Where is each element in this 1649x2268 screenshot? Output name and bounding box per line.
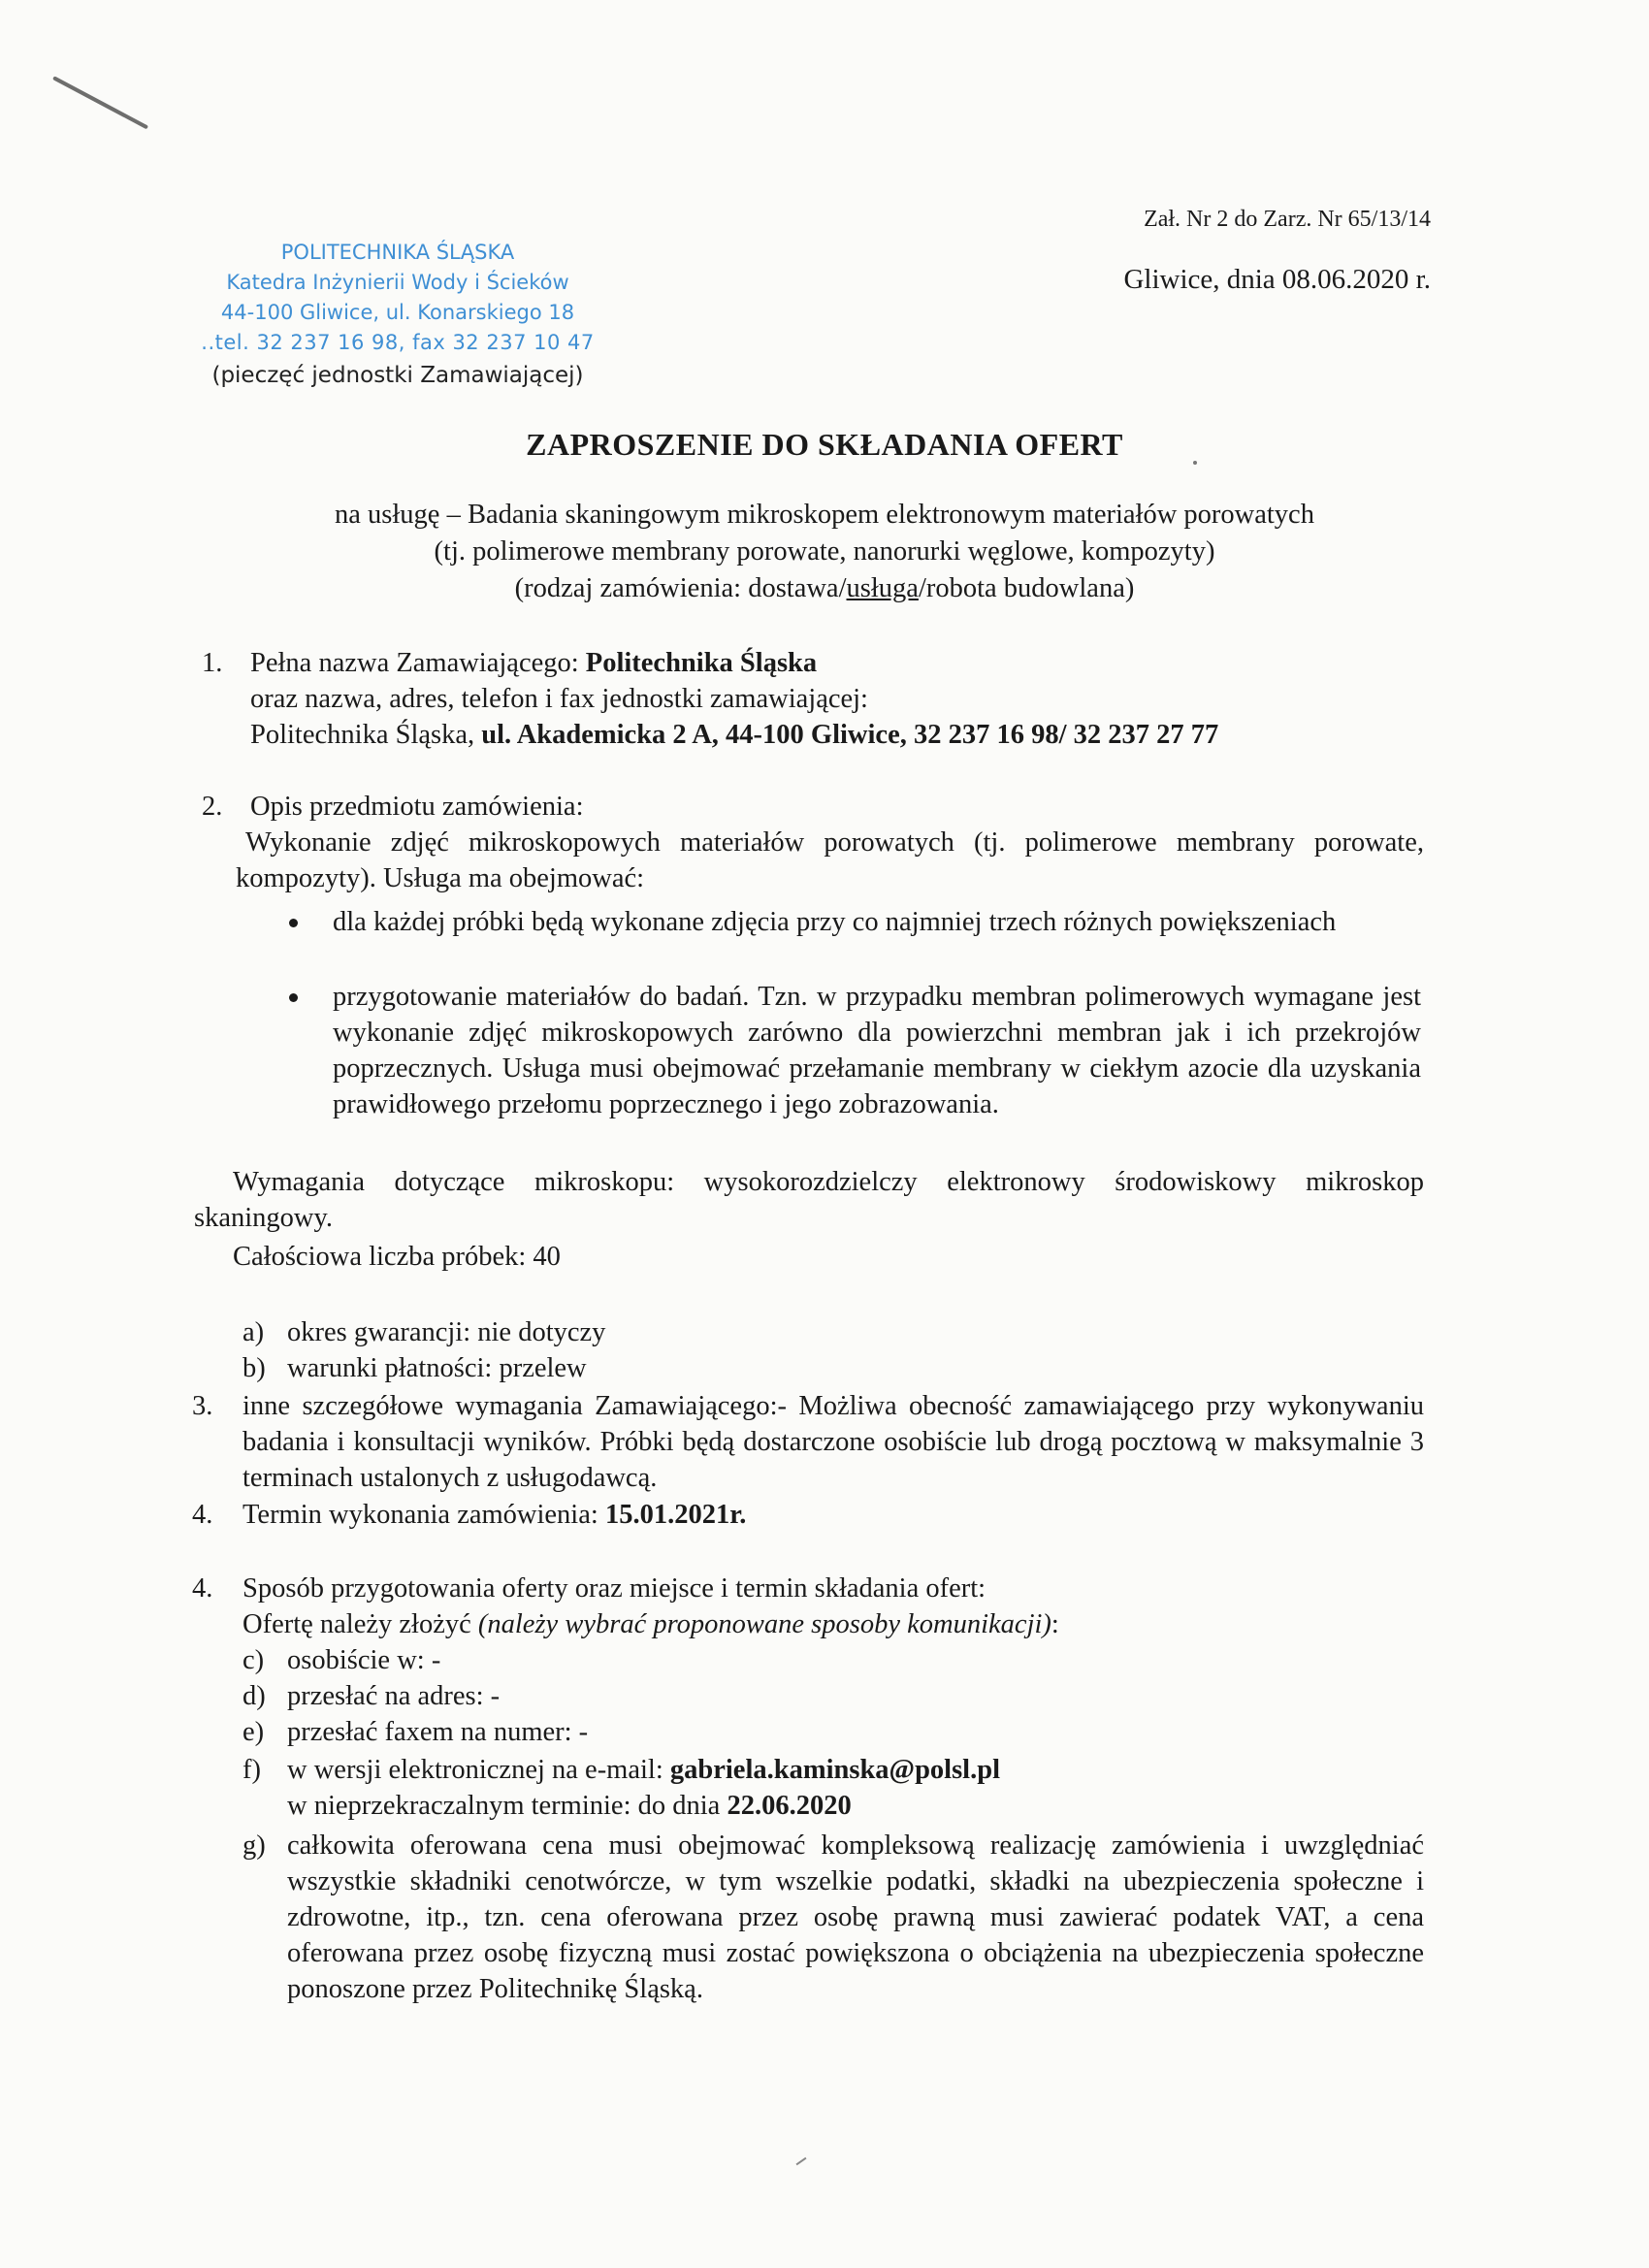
section-1-line-3-pre: Politechnika Śląska,: [250, 720, 482, 750]
section-4b-heading: Sposób przygotowania oferty oraz miejsce i termin składania ofert:: [242, 1573, 986, 1604]
speck-mark: [1193, 461, 1197, 465]
item-f-line-2: [287, 1788, 1403, 1824]
section-4b-instruction: [242, 1606, 1406, 1642]
section-1: [250, 645, 1443, 753]
bullet-item-1: dla każdej próbki będą wykonane zdjęcia przy co najmniej trzech różnych powiększeniach: [333, 907, 1337, 937]
item-a-letter: a): [242, 1317, 265, 1347]
microscope-requirements: Wymagania dotyczące mikroskopu: wysokorozdzielczy elektronowy środowiskowy mikroskop skaningowy.: [194, 1167, 1424, 1233]
item-c-text: osobiście w: -: [287, 1645, 441, 1675]
item-f-text: [287, 1752, 1403, 1824]
subtitle-line-3-underlined: usługa: [846, 573, 919, 603]
section-2-heading: Opis przedmiotu zamówienia:: [250, 792, 584, 822]
document-title: ZAPROSZENIE DO SKŁADANIA OFERT: [526, 427, 1123, 462]
bullet-item-2: przygotowanie materiałów do badań. Tzn. w przypadku membran polimerowych wymagane jest wykonanie zdjęć mikroskopowych zarówno dla powierzchni membran jak i ich przekrojów poprzecznych. Usługa musi obejmować przełamanie membrany w ciekłym azocie dla uzyskania prawidłowego przełomu poprzecznego i jego zobrazowania.: [333, 982, 1421, 1119]
section-4a-label: Termin wykonania zamówienia:: [242, 1500, 605, 1530]
section-1-line-2: oraz nazwa, adres, telefon i fax jednostki zamawiającej:: [250, 684, 868, 714]
section-3-text: inne szczegółowe wymagania Zamawiającego:- Możliwa obecność zamawiającego przy wykonywaniu badania i konsultacji wyników. Próbki będą dostarczone osobiście lub drogą pocztową w maksymalnie 3 terminach ustalonych z usługodawcą.: [242, 1391, 1424, 1493]
subtitle-line-1: na usługę – Badania skaningowym mikroskopem elektronowym materiałów porowatych: [335, 500, 1314, 530]
item-g-text: całkowita oferowana cena musi obejmować kompleksową realizację zamówienia i uwzględniać wszystkie składniki cenotwórcze, w tym wszelkie podatki, składki na ubezpieczenia społeczne i zdrowotne, itp., tzn. cena oferowana przez osobę prawną musi zawierać podatek VAT, a cena oferowana przez osobę fizyczną musi zostać powiększona o obciążenia na ubezpieczenia społeczne ponoszone przez Politechnikę Śląską.: [287, 1831, 1424, 2004]
item-f-pre: w wersji elektronicznej na e-mail:: [287, 1755, 670, 1785]
subtitle-line-3-pre: (rodzaj zamówienia: dostawa/: [514, 573, 847, 603]
item-f-deadline-pre: w nieprzekraczalnym terminie: do dnia: [287, 1791, 728, 1821]
section-4b-instruction-post: :: [1051, 1609, 1059, 1639]
section-2-number: 2.: [202, 792, 223, 822]
item-d-text: przesłać na adres: -: [287, 1681, 501, 1711]
section-1-address: ul. Akademicka 2 A, 44-100 Gliwice, 32 237 16 98/ 32 237 27 77: [481, 720, 1219, 750]
item-f-letter: f): [242, 1755, 261, 1785]
item-b-letter: b): [242, 1353, 266, 1383]
item-c-letter: c): [242, 1645, 265, 1675]
bullet-dot-2: [289, 993, 298, 1002]
section-4b-number: 4.: [192, 1573, 213, 1604]
stamp-line-1: POLITECHNIKA ŚLĄSKA: [280, 241, 515, 264]
bullet-dot-1: [289, 919, 298, 927]
subtitle-line-2: (tj. polimerowe membrany porowate, nanorurki węglowe, kompozyty): [434, 536, 1215, 567]
document-date: Gliwice, dnia 08.06.2020 r.: [1123, 264, 1431, 295]
stamp-line-3: 44-100 Gliwice, ul. Konarskiego 18: [220, 301, 575, 324]
section-4a-text: [242, 1497, 1406, 1533]
institution-stamp: [194, 238, 601, 392]
item-f-line-1: [287, 1752, 1403, 1788]
stamp-line-2: Katedra Inżynierii Wody i Ścieków: [226, 271, 569, 294]
section-4a-date: 15.01.2021r.: [604, 1500, 747, 1530]
stamp-line-4: ..tel. 32 237 16 98, fax 32 237 10 47: [201, 331, 595, 354]
section-1-line-3: [250, 717, 1443, 753]
pen-tick: [796, 2157, 807, 2166]
section-4b-instruction-italic: (należy wybrać proponowane sposoby komunikacji): [477, 1609, 1051, 1639]
item-g-letter: g): [242, 1831, 266, 1861]
section-1-label: Pełna nazwa Zamawiającego:: [250, 648, 586, 678]
section-1-line-1: [250, 645, 1443, 681]
stamp-label: (pieczęć jednostki Zamawiającej): [211, 363, 584, 388]
subtitle-line-3: [0, 570, 1649, 607]
item-a-text: okres gwarancji: nie dotyczy: [287, 1317, 606, 1347]
section-1-number: 1.: [202, 648, 223, 678]
section-4a-number: 4.: [192, 1500, 213, 1530]
section-1-name: Politechnika Śląska: [585, 648, 818, 678]
item-d-letter: d): [242, 1681, 266, 1711]
pen-mark: [52, 76, 148, 129]
item-e-letter: e): [242, 1717, 265, 1747]
deadline-date: 22.06.2020: [727, 1791, 852, 1821]
document-subtitle: [0, 497, 1649, 607]
contact-email: gabriela.kaminska@polsl.pl: [669, 1755, 1000, 1785]
attachment-note: Zał. Nr 2 do Zarz. Nr 65/13/14: [1144, 207, 1431, 232]
sample-count: Całościowa liczba próbek: 40: [233, 1242, 561, 1272]
item-e-text: przesłać faxem na numer: -: [287, 1717, 589, 1747]
section-4b-instruction-pre: Ofertę należy złożyć: [242, 1609, 478, 1639]
subtitle-line-3-post: /robota budowlana): [918, 573, 1135, 603]
section-2-paragraph: Wykonanie zdjęć mikroskopowych materiałów porowatych (tj. polimerowe membrany porowate, kompozyty). Usługa ma obejmować:: [236, 827, 1424, 893]
section-3-number: 3.: [192, 1391, 213, 1421]
item-b-text: warunki płatności: przelew: [287, 1353, 587, 1383]
